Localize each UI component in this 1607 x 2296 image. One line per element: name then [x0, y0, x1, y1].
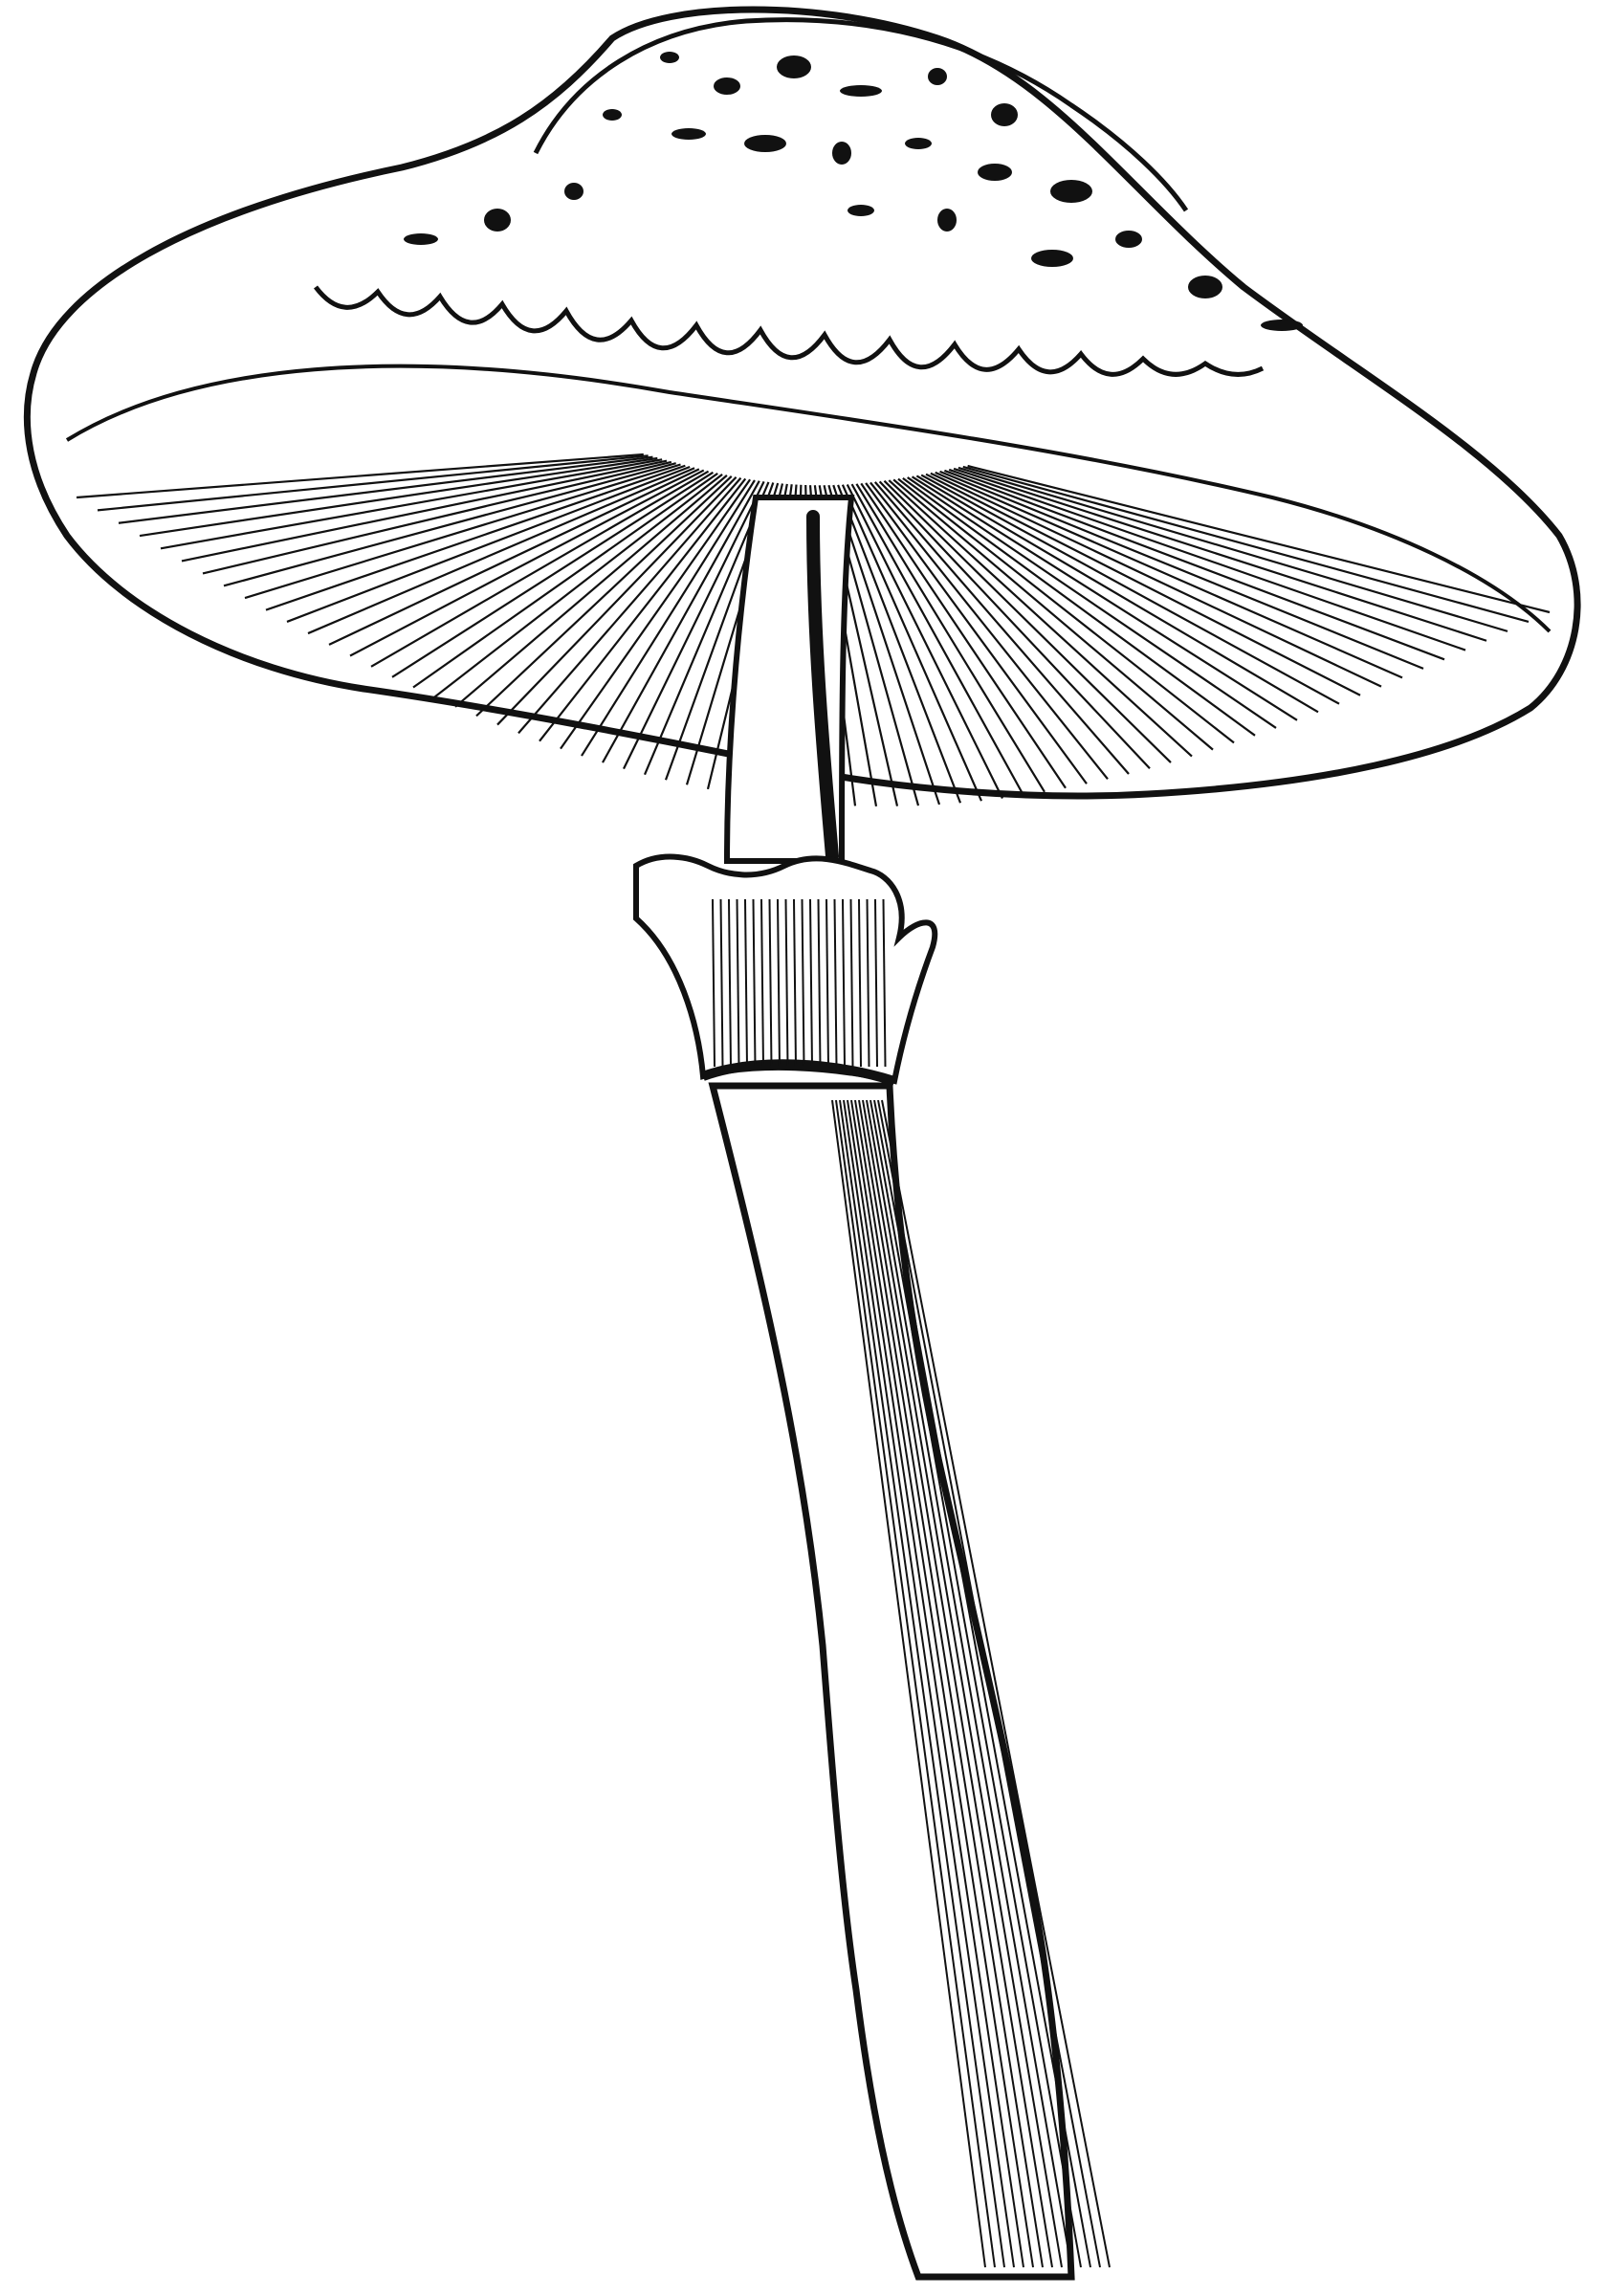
- cap-scale-speck: [564, 183, 583, 200]
- cap-scale-speck: [937, 209, 957, 232]
- cap-scale-speck: [1261, 320, 1303, 331]
- cap-scale-speck: [991, 103, 1018, 126]
- cap-scale-speck: [1031, 250, 1073, 267]
- cap-scale-speck: [978, 164, 1012, 181]
- cap-scale-speck: [484, 209, 511, 232]
- cap-scale-speck: [840, 85, 882, 97]
- cap-scale-speck: [905, 138, 932, 149]
- cap-scale-speck: [1050, 180, 1092, 203]
- cap-scale-speck: [404, 233, 438, 245]
- stem-ring: [636, 857, 935, 1081]
- cap-scale-speck: [1188, 276, 1222, 298]
- cap-scale-speck: [660, 52, 679, 63]
- cap-scale-speck: [848, 205, 874, 216]
- lower-stem: [713, 1086, 1071, 2277]
- cap-scale-speck: [777, 55, 811, 78]
- cap-scale-speck: [671, 128, 706, 140]
- cap-scale-speck: [1115, 231, 1142, 248]
- cap-scale-speck: [832, 142, 851, 165]
- cap-scale-speck: [714, 77, 740, 95]
- cap-scale-speck: [928, 68, 947, 85]
- cap-scale-speck: [744, 135, 786, 152]
- cap-scale-speck: [603, 109, 622, 121]
